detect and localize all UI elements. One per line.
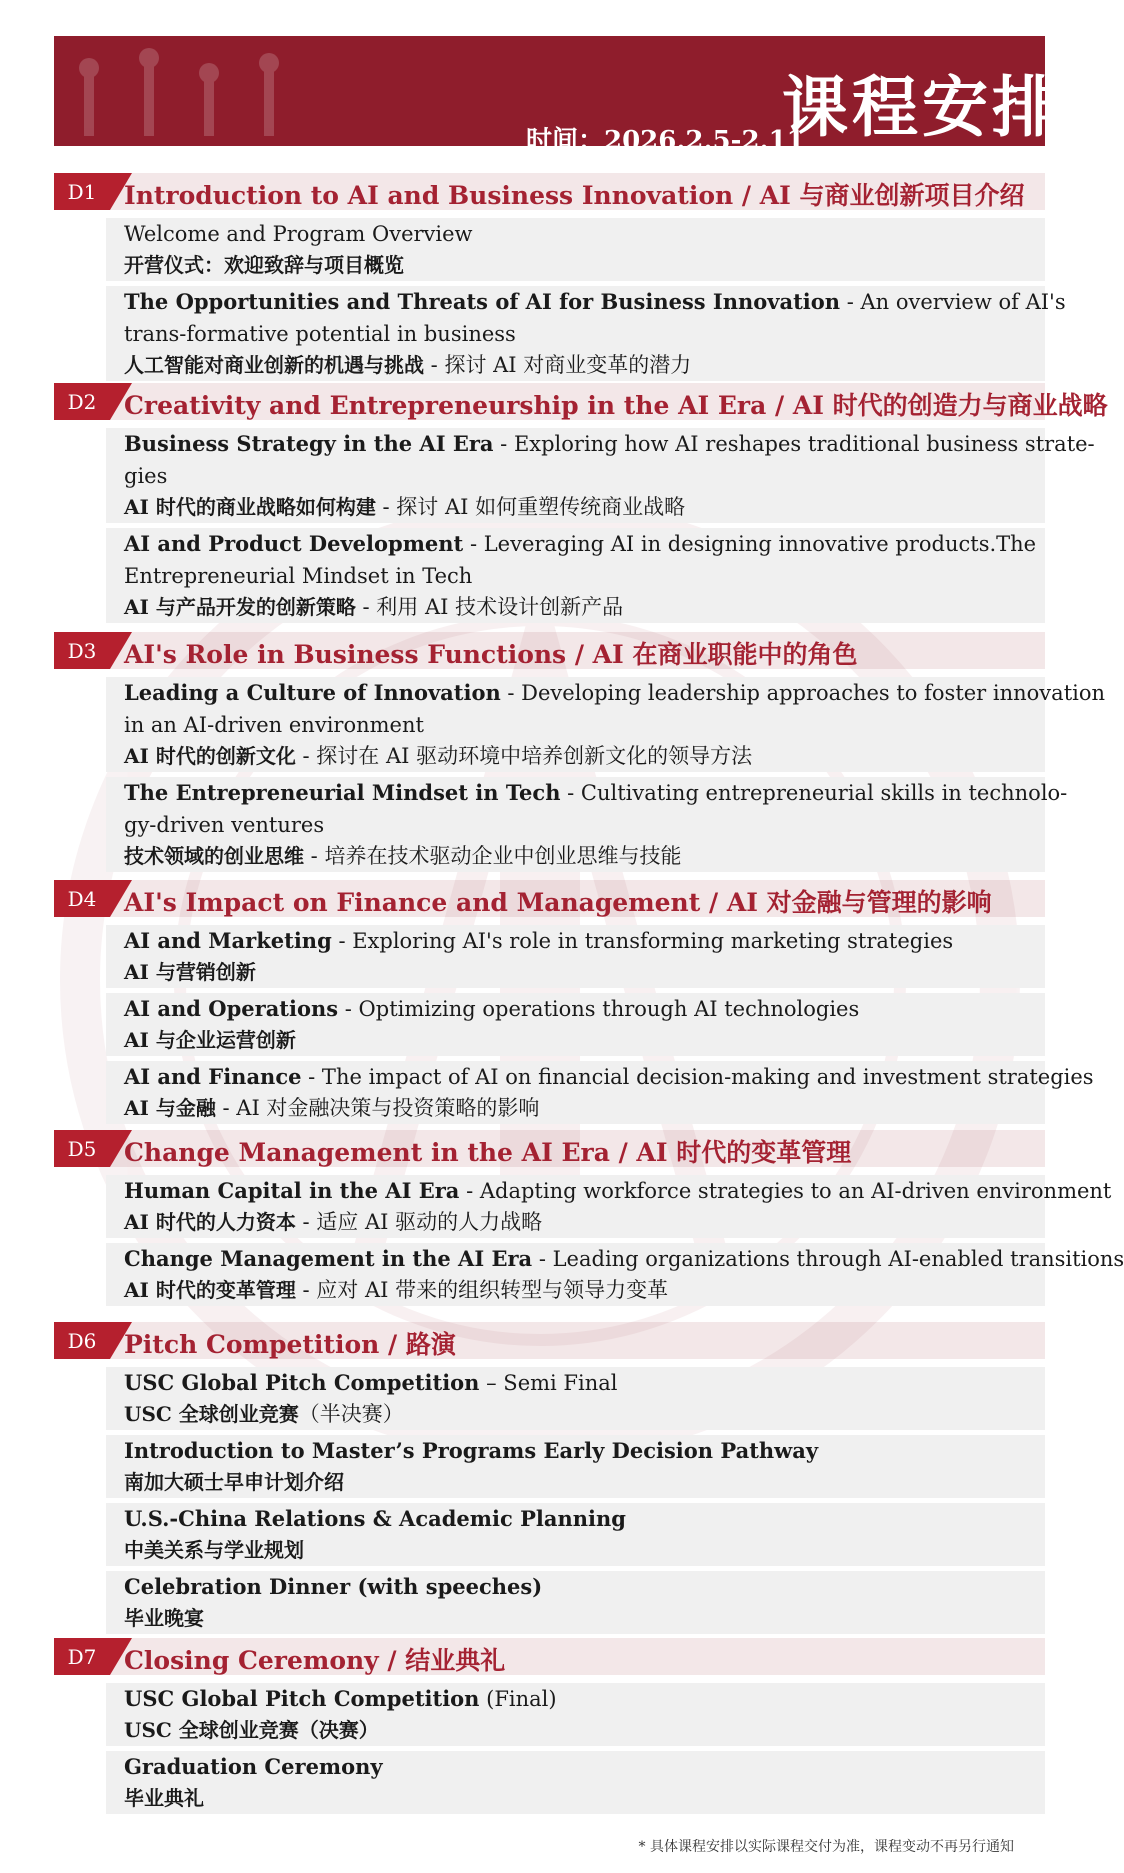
session-line — [124, 318, 1035, 350]
session-line — [124, 993, 1035, 1025]
day-header — [54, 880, 1045, 917]
session-title: USC Global Pitch Competition — [124, 1686, 480, 1711]
session-line — [124, 741, 1035, 772]
session-block — [106, 1061, 1094, 1124]
session-description: - Optimizing operations through AI technologies — [338, 997, 860, 1021]
day-tag: D7 — [54, 1638, 110, 1675]
session-title: AI 与营销创新 — [124, 960, 256, 984]
session-title: AI 时代的变革管理 — [124, 1278, 296, 1302]
session-line — [124, 1467, 1035, 1498]
session-title: The Opportunities and Threats of AI for Business Innovation — [124, 289, 841, 314]
footnote: * 具体课程安排以实际课程交付为准，课程变动不再另行通知 — [638, 1839, 1014, 1855]
session-description: - 探讨在 AI 驱动环境中培养创新文化的领导方法 — [295, 744, 753, 768]
day-heading: Introduction to AI and Business Innovation / AI 与商业创新项目介绍 — [124, 181, 1025, 210]
session-title: AI 时代的人力资本 — [124, 1210, 296, 1234]
session-line — [124, 592, 1035, 623]
session-description: - Leveraging AI in designing innovative products.The — [463, 532, 1037, 556]
session-block — [106, 925, 1045, 988]
session-description: trans-formative potential in business — [124, 322, 516, 346]
session-title: AI 时代的创新文化 — [124, 744, 296, 768]
session-line — [124, 809, 1035, 841]
day-section — [54, 383, 1108, 623]
session-line — [124, 560, 1035, 592]
day-tag: D2 — [54, 383, 110, 420]
session-title: AI 与企业运营创新 — [124, 1028, 296, 1052]
session-description: - 利用 AI 技术设计创新产品 — [355, 595, 624, 619]
session-description: in an AI-driven environment — [124, 713, 424, 737]
session-title: 毕业典礼 — [124, 1786, 204, 1810]
session-title: 毕业晚宴 — [124, 1606, 204, 1630]
session-title: 南加大硕士早申计划介绍 — [124, 1470, 344, 1494]
session-line — [124, 250, 1035, 281]
session-description: - Adapting workforce strategies to an AI-driven environment — [459, 1179, 1112, 1203]
session-description: - 探讨 AI 如何重塑传统商业战略 — [375, 495, 686, 519]
session-line — [124, 1603, 1035, 1634]
day-section — [54, 1638, 1045, 1814]
session-block — [106, 1243, 1124, 1306]
session-title: USC 全球创业竞赛 — [124, 1402, 299, 1426]
session-line — [124, 1751, 1035, 1783]
session-line — [124, 1435, 1035, 1467]
day-section — [54, 880, 1094, 1124]
session-block — [106, 1367, 1045, 1430]
session-line — [124, 1093, 1035, 1124]
session-title: Business Strategy in the AI Era — [124, 431, 494, 456]
day-heading: Creativity and Entrepreneurship in the AI Era / AI 时代的创造力与商业战略 — [124, 391, 1108, 420]
day-tag: D6 — [54, 1322, 110, 1359]
session-block — [106, 1751, 1045, 1814]
day-section — [54, 173, 1066, 381]
session-block — [106, 993, 1045, 1056]
session-description: - 适应 AI 驱动的人力战略 — [295, 1210, 543, 1234]
day-header — [54, 1638, 1045, 1675]
session-title: U.S.-China Relations & Academic Planning — [124, 1506, 626, 1531]
session-line — [124, 1571, 1035, 1603]
session-line — [124, 1399, 1035, 1430]
session-block — [106, 428, 1095, 523]
session-line — [124, 460, 1035, 492]
session-block — [106, 1571, 1045, 1634]
session-description: - Developing leadership approaches to foster innovation — [500, 681, 1106, 705]
session-title: 中美关系与学业规划 — [124, 1538, 304, 1562]
session-line — [124, 925, 1035, 957]
day-heading: Change Management in the AI Era / AI 时代的变革管理 — [124, 1138, 852, 1167]
session-description: gies — [124, 464, 168, 488]
session-title: USC Global Pitch Competition — [124, 1370, 480, 1395]
day-section — [54, 1322, 1045, 1634]
session-line — [124, 1715, 1035, 1746]
session-title: The Entrepreneurial Mindset in Tech — [124, 780, 561, 805]
session-title: AI and Operations — [124, 996, 339, 1021]
session-title: AI and Marketing — [124, 928, 332, 953]
session-description: - Leading organizations through AI-enabled transitions — [532, 1247, 1124, 1271]
session-line — [124, 350, 1035, 381]
session-line — [124, 1503, 1035, 1535]
session-line — [124, 1243, 1124, 1275]
session-title: 技术领域的创业思维 — [124, 844, 304, 868]
day-heading: AI's Impact on Finance and Management / AI 对金融与管理的影响 — [124, 888, 992, 917]
session-description: - The impact of AI on financial decision-making and investment strategies — [301, 1065, 1094, 1089]
day-heading: Pitch Competition / 路演 — [124, 1330, 456, 1359]
session-line — [124, 1175, 1112, 1207]
session-block — [106, 1435, 1045, 1498]
session-description: gy-driven ventures — [124, 813, 325, 837]
session-line — [124, 528, 1035, 560]
session-title: AI and Finance — [124, 1064, 302, 1089]
session-title: Change Management in the AI Era — [124, 1246, 533, 1271]
schedule-banner — [54, 36, 1062, 156]
session-description: - An overview of AI's — [840, 290, 1066, 314]
day-tag: D1 — [54, 173, 110, 210]
day-header — [54, 1130, 1045, 1167]
session-line — [124, 286, 1066, 318]
day-heading: AI's Role in Business Functions / AI 在商业职能中的角色 — [124, 640, 858, 669]
page-title: 课程安排 — [782, 68, 1062, 146]
session-line — [124, 677, 1106, 709]
session-line — [124, 492, 1035, 523]
day-header — [54, 632, 1045, 669]
day-section — [54, 632, 1106, 872]
session-title: Graduation Ceremony — [124, 1754, 383, 1779]
session-line — [124, 1367, 1035, 1399]
session-line — [124, 1275, 1035, 1306]
session-line — [124, 841, 1035, 872]
session-block — [106, 1503, 1045, 1566]
day-tag: D4 — [54, 880, 110, 917]
session-line — [124, 1783, 1035, 1814]
session-title: AI 与产品开发的创新策略 — [124, 595, 356, 619]
day-header — [54, 1322, 1045, 1359]
session-description: - 应对 AI 带来的组织转型与领导力变革 — [295, 1278, 669, 1302]
session-description: （半决赛） — [298, 1402, 404, 1426]
session-description: - AI 对金融决策与投资策略的影响 — [215, 1096, 540, 1120]
day-section — [54, 1130, 1124, 1306]
session-block — [106, 677, 1106, 772]
session-block — [106, 286, 1066, 381]
session-description: - Exploring AI's role in transforming marketing strategies — [331, 929, 954, 953]
session-line — [124, 428, 1095, 460]
session-title: AI 时代的商业战略如何构建 — [124, 495, 376, 519]
torch-pattern-icon — [54, 36, 314, 146]
session-title: USC 全球创业竞赛（决赛） — [124, 1718, 379, 1742]
session-line — [124, 1535, 1035, 1566]
session-line — [124, 1683, 1035, 1715]
day-header — [54, 383, 1108, 420]
session-line — [124, 1025, 1035, 1056]
session-title: Leading a Culture of Innovation — [124, 680, 501, 705]
session-block — [106, 1175, 1112, 1238]
session-description: - Cultivating entrepreneurial skills in technolo- — [560, 781, 1068, 805]
session-description: (Final) — [479, 1687, 557, 1711]
session-line — [124, 709, 1035, 741]
session-title: Introduction to Master’s Programs Early Decision Pathway — [124, 1438, 819, 1463]
session-description: Welcome and Program Overview — [124, 222, 473, 246]
day-header — [54, 173, 1045, 210]
session-description: - 培养在技术驱动企业中创业思维与技能 — [304, 844, 682, 868]
session-title: 开营仪式：欢迎致辞与项目概览 — [124, 253, 404, 277]
session-title: AI and Product Development — [124, 531, 464, 556]
session-description: Entrepreneurial Mindset in Tech — [124, 564, 473, 588]
session-block — [106, 528, 1045, 623]
session-description: - 探讨 AI 对商业变革的潜力 — [424, 353, 692, 377]
date-range: 时间：2026.2.5-2.11 — [526, 126, 805, 156]
session-title: AI 与金融 — [124, 1096, 216, 1120]
session-title: Celebration Dinner (with speeches) — [124, 1574, 543, 1599]
session-line — [124, 218, 1035, 250]
day-tag: D5 — [54, 1130, 110, 1167]
day-heading: Closing Ceremony / 结业典礼 — [124, 1646, 506, 1675]
session-description: – Semi Final — [479, 1371, 618, 1395]
session-description: - Exploring how AI reshapes traditional business strate- — [493, 432, 1095, 456]
session-line — [124, 777, 1068, 809]
session-block — [106, 777, 1068, 872]
session-line — [124, 1207, 1035, 1238]
day-tag: D3 — [54, 632, 110, 669]
session-title: 人工智能对商业创新的机遇与挑战 — [124, 353, 424, 377]
session-block — [106, 1683, 1045, 1746]
session-line — [124, 1061, 1094, 1093]
session-title: Human Capital in the AI Era — [124, 1178, 460, 1203]
session-line — [124, 957, 1035, 988]
session-block — [106, 218, 1045, 281]
